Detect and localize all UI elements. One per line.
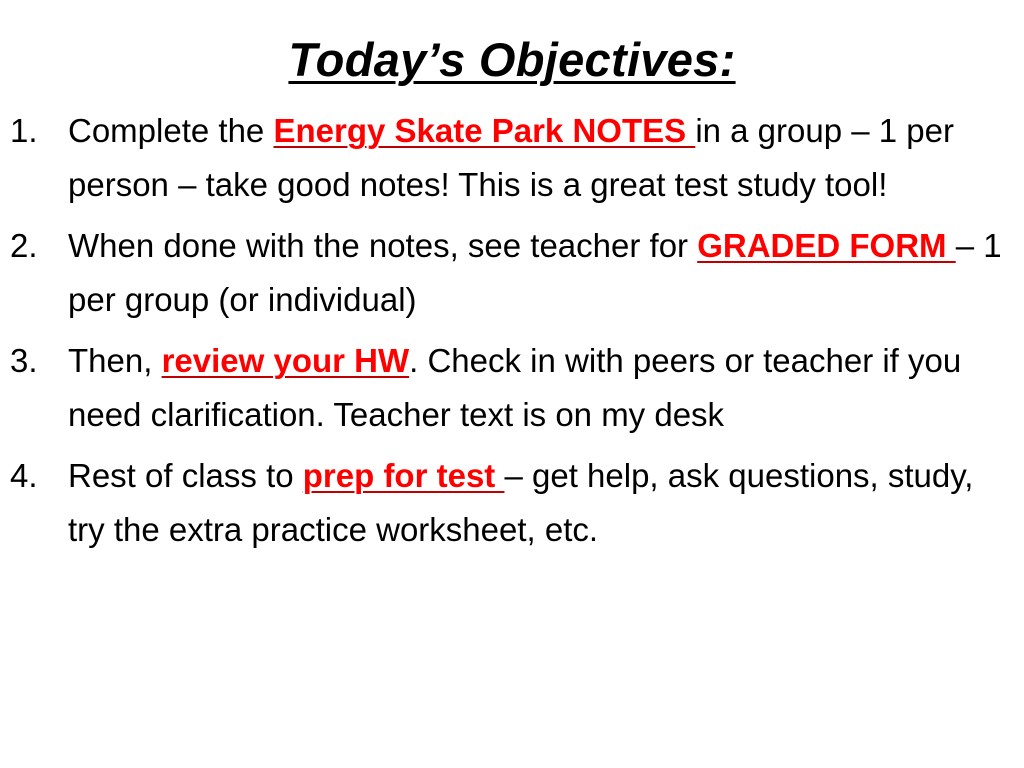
item-text: Rest of class to <box>68 457 303 494</box>
list-item <box>10 449 1018 557</box>
item-text: in a group – 1 per person – take good notes! This is a great test study tool! <box>68 112 954 203</box>
item-highlight: Energy Skate Park NOTES <box>273 112 696 149</box>
list-item <box>10 219 1018 327</box>
item-highlight: prep for test <box>302 457 505 494</box>
item-number: 4. <box>10 457 38 494</box>
item-text: – 1 per group (or individual) <box>68 227 1002 318</box>
item-highlight: review your HW <box>161 342 410 379</box>
list-item <box>10 104 1018 212</box>
item-text: Then, <box>68 342 162 379</box>
item-text: When done with the notes, see teacher for <box>68 227 698 264</box>
item-text: – get help, ask questions, study, try the extra practice worksheet, etc. <box>68 457 974 548</box>
list-item <box>10 334 1018 442</box>
item-number: 3. <box>10 342 38 379</box>
item-number: 2. <box>10 227 38 264</box>
item-text: . Check in with peers or teacher if you need clarification. Teacher text is on my desk <box>68 342 962 433</box>
objectives-list <box>10 104 1018 564</box>
item-number: 1. <box>10 112 38 149</box>
item-highlight: GRADED FORM <box>697 227 956 264</box>
item-text: Complete the <box>68 112 274 149</box>
slide-title: Today’s Objectives: <box>288 33 736 86</box>
